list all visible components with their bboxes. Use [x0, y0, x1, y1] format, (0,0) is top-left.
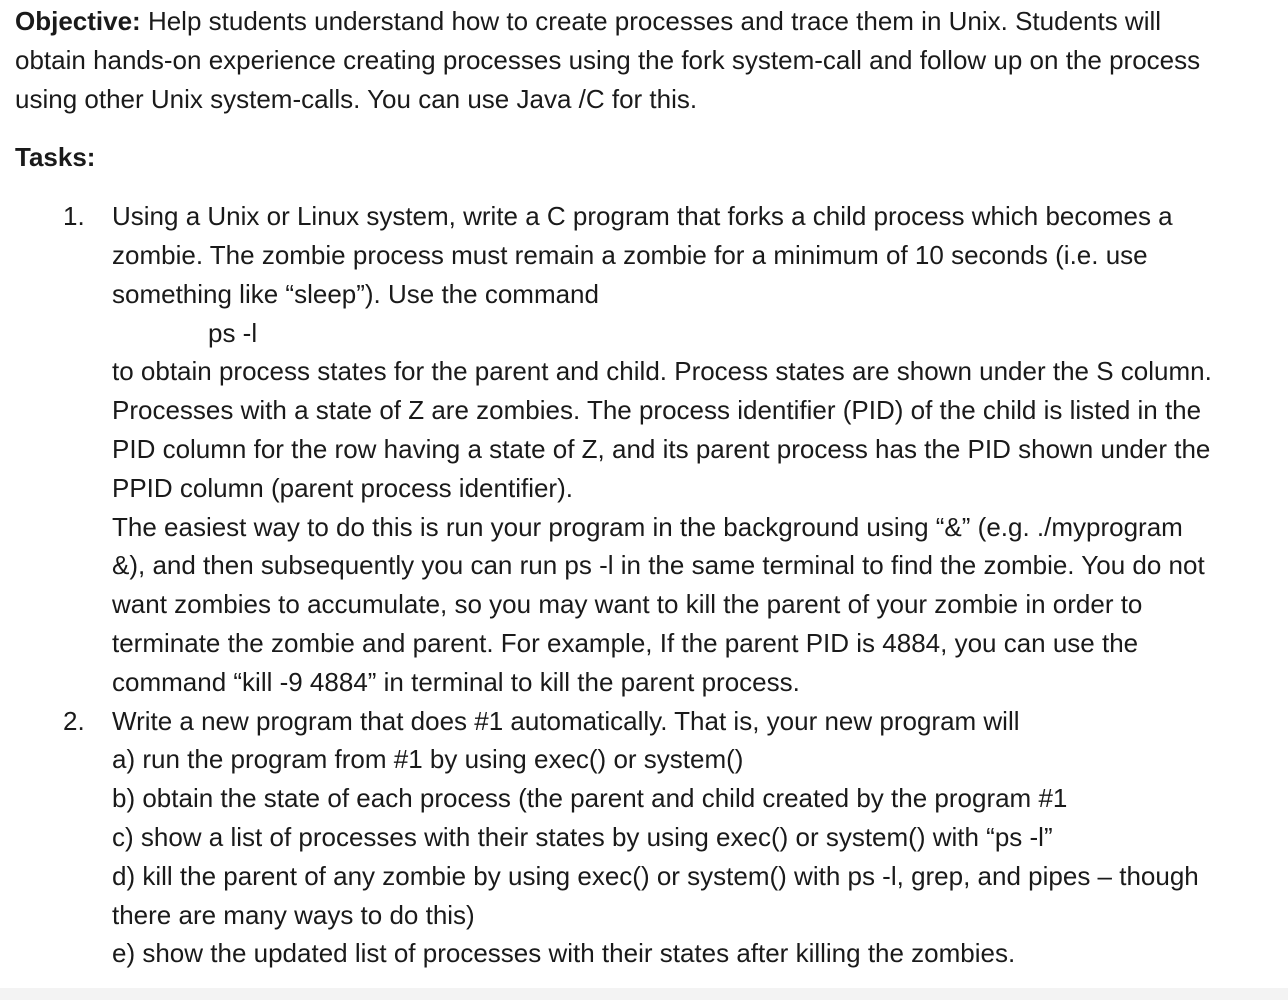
task-line: The easiest way to do this is run your program in the background using “&” (e.g. ./myprogram: [112, 511, 1183, 542]
objective-paragraph: [15, 2, 1277, 118]
subtask-line: c) show a list of processes with their states by using exec() or system() with “ps -l”: [112, 821, 1053, 852]
tasks-heading: Tasks:: [15, 142, 96, 173]
task-line: command “kill -9 4884” in terminal to kill the parent process.: [112, 666, 800, 697]
subtask-line: d) kill the parent of any zombie by using exec() or system() with ps -l, grep, and pipes – though: [112, 860, 1199, 891]
task-line: want zombies to accumulate, so you may want to kill the parent of your zombie in order to: [112, 589, 1143, 620]
task-line: &), and then subsequently you can run ps -l in the same terminal to find the zombie. You do not: [112, 550, 1205, 581]
task-item-2: [15, 702, 1277, 974]
objective-text: Help students understand how to create processes and trace them in Unix. Students will: [140, 6, 1162, 36]
task-line: terminate the zombie and parent. For example, If the parent PID is 4884, you can use the: [112, 627, 1139, 658]
task-line: PID column for the row having a state of Z, and its parent process has the PID shown under the: [112, 433, 1211, 464]
subtask-line: e) show the updated list of processes with their states after killing the zombies.: [112, 938, 1016, 969]
task-number: 1.: [63, 201, 85, 232]
objective-label: Objective:: [15, 6, 141, 36]
task-line: Using a Unix or Linux system, write a C program that forks a child process which becomes a: [112, 201, 1173, 232]
objective-line: [15, 2, 1277, 41]
objective-line: obtain hands-on experience creating processes using the fork system-call and follow up on the process: [15, 44, 1201, 75]
subtask-line: there are many ways to do this): [112, 899, 475, 930]
task-line: PPID column (parent process identifier).: [112, 472, 573, 503]
task-line: something like “sleep”). Use the command: [112, 278, 599, 309]
task-item-1: [15, 197, 1277, 701]
subtask-line: b) obtain the state of each process (the parent and child created by the program #1: [112, 783, 1068, 814]
command-line: ps -l: [208, 317, 258, 348]
subtask-line: a) run the program from #1 by using exec() or system(): [112, 744, 744, 775]
task-line: zombie. The zombie process must remain a zombie for a minimum of 10 seconds (i.e. use: [112, 239, 1148, 270]
task-line: Write a new program that does #1 automatically. That is, your new program will: [112, 705, 1020, 736]
task-line: Processes with a state of Z are zombies. The process identifier (PID) of the child is listed in the: [112, 395, 1202, 426]
page-bottom-edge: [0, 988, 1288, 1000]
task-line: to obtain process states for the parent and child. Process states are shown under the S column.: [112, 356, 1212, 387]
task-number: 2.: [63, 705, 85, 736]
document-page: [15, 2, 1277, 973]
objective-line: using other Unix system-calls. You can use Java /C for this.: [15, 83, 698, 114]
